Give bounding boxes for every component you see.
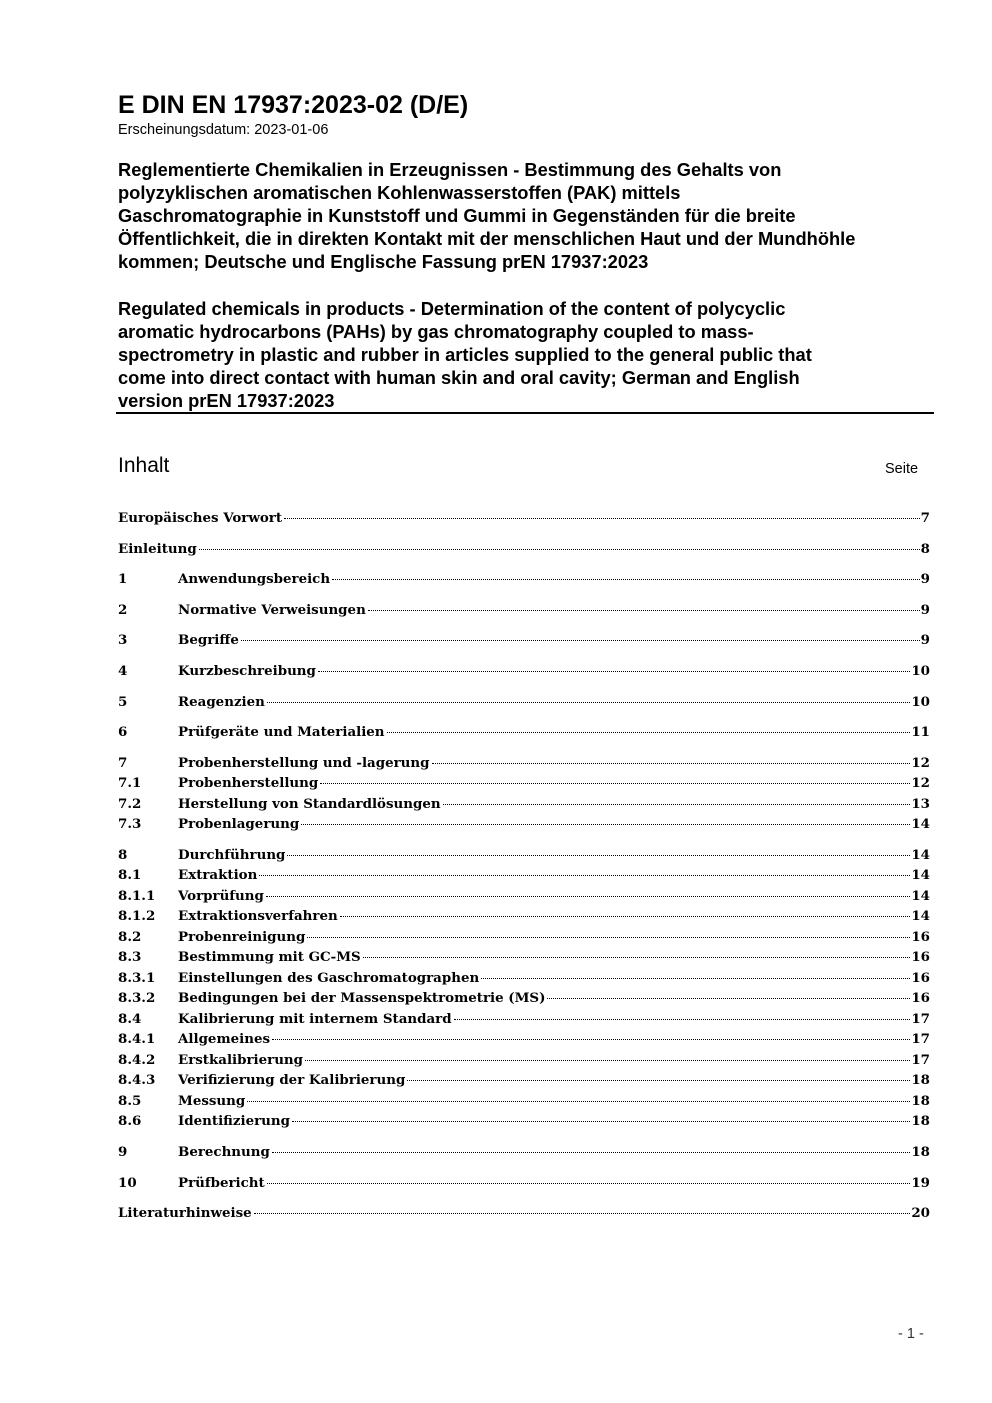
- toc-entry-number: 8.4.2: [118, 1052, 156, 1068]
- toc-entry[interactable]: [118, 753, 930, 773]
- toc-entry[interactable]: [118, 865, 930, 885]
- toc-entry-page: 14: [911, 816, 930, 832]
- publication-date: Erscheinungsdatum: 2023-01-06: [118, 122, 329, 138]
- toc-dot-leader: [266, 896, 910, 897]
- title-german-line: Öffentlichkeit, die in direkten Kontakt mit der menschlichen Haut und der Mundhöhle: [118, 228, 856, 249]
- toc-entry-label: Probenherstellung: [178, 775, 319, 791]
- toc-entry-page: 18: [911, 1072, 930, 1088]
- toc-entry-page: 18: [911, 1144, 930, 1160]
- toc-entry-label: Bedingungen bei der Massenspektrometrie (MS): [178, 990, 546, 1006]
- toc-entry-number: 7.2: [118, 796, 142, 812]
- toc-entry-number: 4: [118, 663, 128, 679]
- toc-dot-leader: [267, 702, 910, 703]
- toc-entry-page: 19: [911, 1175, 930, 1191]
- title-english-line: spectrometry in plastic and rubber in articles supplied to the general public that: [118, 344, 812, 365]
- toc-dot-leader: [318, 671, 910, 672]
- toc-entry-label: Bestimmung mit GC-MS: [178, 949, 361, 965]
- toc-entry[interactable]: [118, 988, 930, 1008]
- toc-entry-label: Probenreinigung: [178, 929, 306, 945]
- toc-entry-page: 9: [920, 602, 930, 618]
- toc-entry-page: 13: [911, 796, 930, 812]
- toc-entry-label: Prüfbericht: [178, 1175, 265, 1191]
- toc-entry[interactable]: [118, 692, 930, 712]
- title-divider: [116, 412, 934, 414]
- toc-entry-label: Vorprüfung: [178, 888, 264, 904]
- toc-entry[interactable]: [118, 794, 930, 814]
- toc-entry-label: Normative Verweisungen: [178, 602, 366, 618]
- toc-entry[interactable]: [118, 1203, 930, 1223]
- toc-dot-leader: [432, 763, 911, 764]
- toc-entry-label: Probenherstellung und -lagerung: [178, 755, 430, 771]
- toc-entry-page: 16: [911, 990, 930, 1006]
- toc-dot-leader: [292, 1121, 910, 1122]
- toc-entry-number: 8.3: [118, 949, 142, 965]
- toc-dot-leader: [287, 855, 910, 856]
- toc-entry-label: Reagenzien: [178, 694, 265, 710]
- toc-entry-label: Extraktion: [178, 867, 258, 883]
- toc-entry[interactable]: [118, 630, 930, 650]
- toc-dot-leader: [241, 640, 920, 641]
- toc-entry-number: 8.1.1: [118, 888, 156, 904]
- toc-entry-number: 6: [118, 724, 128, 740]
- toc-entry-page: 14: [911, 908, 930, 924]
- toc-entry[interactable]: [118, 927, 930, 947]
- title-german-line: Gaschromatographie in Kunststoff und Gummi in Gegenständen für die breite: [118, 205, 796, 226]
- toc-entry-page: 10: [911, 663, 930, 679]
- toc-dot-leader: [320, 783, 910, 784]
- toc-entry[interactable]: [118, 569, 930, 589]
- toc-entry[interactable]: [118, 814, 930, 834]
- toc-entry-label: Berechnung: [178, 1144, 270, 1160]
- toc-dot-leader: [363, 957, 911, 958]
- toc-entry-number: 10: [118, 1175, 137, 1191]
- toc-entry-page: 17: [911, 1011, 930, 1027]
- toc-entry-label: Begriffe: [178, 632, 239, 648]
- toc-entry-page: 12: [911, 775, 930, 791]
- title-german-line: polyzyklischen aromatischen Kohlenwasserstoffen (PAK) mittels: [118, 182, 681, 203]
- toc-entry[interactable]: [118, 906, 930, 926]
- title-german-line: kommen; Deutsche und Englische Fassung prEN 17937:2023: [118, 251, 649, 272]
- page-number: - 1 -: [898, 1326, 924, 1342]
- toc-entry[interactable]: [118, 845, 930, 865]
- toc-entry-number: 7.3: [118, 816, 142, 832]
- toc-entry-page: 7: [920, 510, 930, 526]
- toc-entry-page: 10: [911, 694, 930, 710]
- toc-entry-label: Erstkalibrierung: [178, 1052, 304, 1068]
- toc-entry-number: 1: [118, 571, 128, 587]
- toc-entry-label: Identifizierung: [178, 1113, 290, 1129]
- toc-dot-leader: [481, 978, 910, 979]
- toc-entry[interactable]: [118, 1050, 930, 1070]
- toc-dot-leader: [454, 1019, 911, 1020]
- toc-entry-number: 8: [118, 847, 128, 863]
- toc-entry[interactable]: [118, 1111, 930, 1131]
- toc-dot-leader: [272, 1152, 910, 1153]
- title-english-line: aromatic hydrocarbons (PAHs) by gas chromatography coupled to mass-: [118, 321, 754, 342]
- toc-dot-leader: [443, 804, 911, 805]
- toc-entry-number: 8.2: [118, 929, 142, 945]
- toc-entry[interactable]: [118, 968, 930, 988]
- toc-entry-number: 8.1: [118, 867, 142, 883]
- toc-entry[interactable]: [118, 1091, 930, 1111]
- toc-entry-page: 14: [911, 888, 930, 904]
- toc-entry-page: 14: [911, 847, 930, 863]
- document-id: E DIN EN 17937:2023-02 (D/E): [118, 91, 469, 119]
- toc-entry-page: 17: [911, 1031, 930, 1047]
- toc-entry-page: 9: [920, 632, 930, 648]
- toc-entry-label: Anwendungsbereich: [178, 571, 331, 587]
- toc-entry[interactable]: [118, 947, 930, 967]
- toc-entry-label: Prüfgeräte und Materialien: [178, 724, 385, 740]
- title-english-line: version prEN 17937:2023: [118, 390, 335, 411]
- toc-dot-leader: [199, 549, 920, 550]
- toc-dot-leader: [547, 998, 910, 999]
- toc-entry-label: Messung: [178, 1093, 246, 1109]
- toc-entry-label: Einleitung: [118, 541, 197, 557]
- toc-entry-page: 16: [911, 929, 930, 945]
- toc-entry[interactable]: [118, 661, 930, 681]
- toc-dot-leader: [407, 1080, 910, 1081]
- toc-entry[interactable]: [118, 1029, 930, 1049]
- title-english: [118, 297, 934, 412]
- toc-entry-number: 8.4.3: [118, 1072, 156, 1088]
- toc-entry-label: Probenlagerung: [178, 816, 300, 832]
- toc-entry-label: Literaturhinweise: [118, 1205, 252, 1221]
- toc-dot-leader: [387, 732, 911, 733]
- toc-dot-leader: [332, 579, 920, 580]
- toc-entry-page: 11: [911, 724, 930, 740]
- toc-entry[interactable]: [118, 600, 930, 620]
- toc-entry[interactable]: [118, 886, 930, 906]
- toc-entry[interactable]: [118, 508, 930, 528]
- toc-entry[interactable]: [118, 1009, 930, 1029]
- toc-entry-page: 8: [920, 541, 930, 557]
- toc-entry-page: 18: [911, 1093, 930, 1109]
- toc-entry[interactable]: [118, 773, 930, 793]
- toc-entry-label: Herstellung von Standardlösungen: [178, 796, 441, 812]
- title-german: [118, 158, 934, 273]
- toc-entry-number: 8.4.1: [118, 1031, 156, 1047]
- toc-entry-number: 8.6: [118, 1113, 142, 1129]
- toc-dot-leader: [247, 1101, 910, 1102]
- toc-entry-page: 17: [911, 1052, 930, 1068]
- toc-dot-leader: [368, 610, 920, 611]
- toc-entry-page: 12: [911, 755, 930, 771]
- toc-entry-label: Einstellungen des Gaschromatographen: [178, 970, 480, 986]
- toc-entry-label: Allgemeines: [178, 1031, 271, 1047]
- toc-entry-label: Kurzbeschreibung: [178, 663, 316, 679]
- toc-entry-page: 16: [911, 949, 930, 965]
- toc-entry[interactable]: [118, 1142, 930, 1162]
- toc-entry-label: Europäisches Vorwort: [118, 510, 283, 526]
- toc-entry-number: 8.5: [118, 1093, 142, 1109]
- toc-entry-number: 8.3.1: [118, 970, 156, 986]
- toc-dot-leader: [254, 1213, 911, 1214]
- toc-dot-leader: [267, 1183, 911, 1184]
- toc-entry-number: 9: [118, 1144, 128, 1160]
- toc-dot-leader: [284, 518, 920, 519]
- title-english-line: Regulated chemicals in products - Determination of the content of polycyclic: [118, 298, 786, 319]
- toc-entry-number: 8.4: [118, 1011, 142, 1027]
- toc-entry-label: Kalibrierung mit internem Standard: [178, 1011, 452, 1027]
- toc-dot-leader: [305, 1060, 910, 1061]
- toc-entry-page: 14: [911, 867, 930, 883]
- toc-dot-leader: [272, 1039, 910, 1040]
- toc-entry-number: 7: [118, 755, 128, 771]
- toc-entry-label: Verifizierung der Kalibrierung: [178, 1072, 406, 1088]
- toc-dot-leader: [340, 916, 911, 917]
- toc-entry-page: 16: [911, 970, 930, 986]
- title-english-line: come into direct contact with human skin and oral cavity; German and English: [118, 367, 800, 388]
- toc-entry-number: 8.1.2: [118, 908, 156, 924]
- toc-entry-number: 2: [118, 602, 128, 618]
- toc-entry-number: 5: [118, 694, 128, 710]
- toc-page-label: Seite: [885, 461, 919, 477]
- toc-heading: Inhalt: [118, 454, 170, 477]
- toc-dot-leader: [259, 875, 910, 876]
- toc-entry[interactable]: [118, 722, 930, 742]
- toc-entry-page: 18: [911, 1113, 930, 1129]
- toc-entry-page: 9: [920, 571, 930, 587]
- toc-entry-page: 20: [911, 1205, 930, 1221]
- toc-entry-label: Extraktionsverfahren: [178, 908, 338, 924]
- toc-dot-leader: [307, 937, 910, 938]
- title-german-line: Reglementierte Chemikalien in Erzeugnissen - Bestimmung des Gehalts von: [118, 159, 782, 180]
- toc-entry-label: Durchführung: [178, 847, 286, 863]
- toc-entry[interactable]: [118, 539, 930, 559]
- toc-dot-leader: [301, 824, 910, 825]
- toc-entry[interactable]: [118, 1070, 930, 1090]
- toc-entry-number: 7.1: [118, 775, 142, 791]
- toc-entry-number: 3: [118, 632, 128, 648]
- toc-entry-number: 8.3.2: [118, 990, 156, 1006]
- toc-entry[interactable]: [118, 1173, 930, 1193]
